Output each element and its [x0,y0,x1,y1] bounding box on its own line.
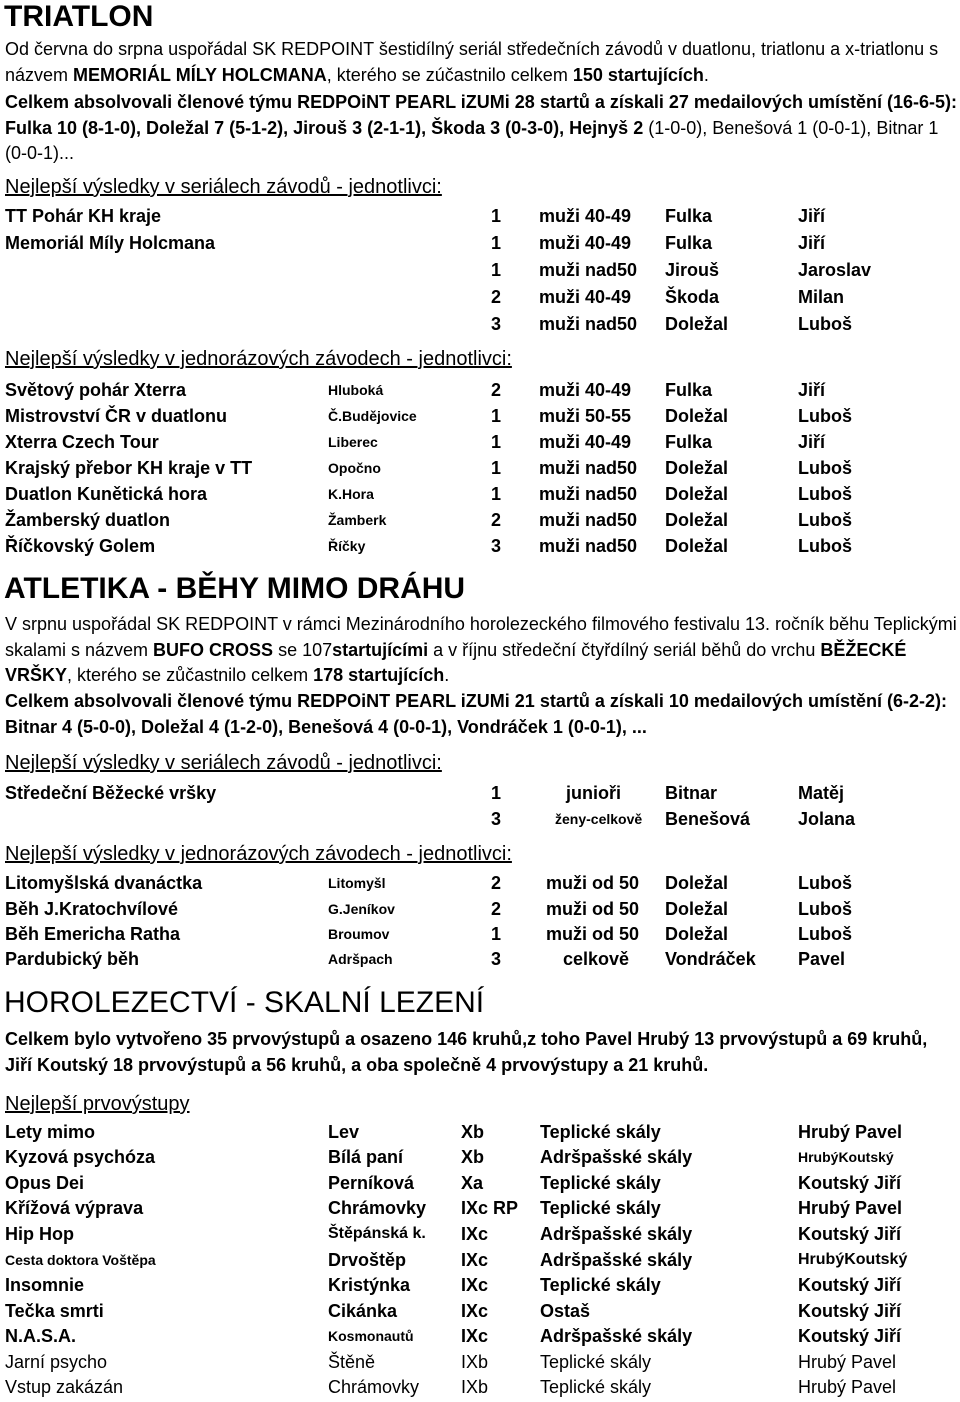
category: muži nad50 [539,458,638,478]
place: 2 [491,287,502,307]
route-name: N.A.S.A. [5,1326,77,1346]
rock-tower: Kosmonautů [328,1328,414,1344]
authors: Koutský Jiří [798,1301,902,1321]
first-name: Jiří [798,206,826,226]
category: muži nad50 [539,510,638,530]
event-name: Běh J.Kratochvílové [5,899,179,919]
category: muži 40-49 [539,206,632,226]
category: muži 40-49 [539,287,632,307]
route-row [0,1119,960,1145]
area: Teplické skály [540,1275,661,1295]
event-name: Mistrovství ČR v duatlonu [5,406,228,426]
route-row [0,1144,960,1170]
area: Teplické skály [540,1377,652,1397]
triatlon-series-row [0,257,960,283]
first-name: Luboš [798,924,852,944]
atletika-single-row [0,870,960,896]
event-name: Běh Emericha Ratha [5,924,181,944]
surname: Škoda [665,287,720,307]
area: Adršpašské skály [540,1326,693,1346]
grade: IXc [461,1275,489,1295]
atletika-series-row [0,806,960,832]
route-row [0,1170,960,1196]
surname: Jirouš [665,260,720,280]
place: 3 [491,809,502,829]
first-name: Luboš [798,899,852,919]
authors: Hrubý Pavel [798,1122,903,1142]
authors: Hrubý Pavel [798,1352,897,1372]
rock-tower: Bílá paní [328,1147,404,1167]
triatlon-single-row [0,377,960,403]
location: G.Jeníkov [328,901,395,917]
place: 2 [491,873,502,893]
category: muži 50-55 [539,406,632,426]
event-name: Krajský přebor KH kraje v TT [5,458,253,478]
horolezectvi-summary: Celkem bylo vytvořeno 35 prvovýstupů a osazeno 146 kruhů,z toho Pavel Hrubý 13 prvovýstupů a 69 kruhů, Jiří Koutský 18 prvovýstupů a 56 kruhů, a oba společně 4 prvovýstupy a 21 kruhů. [5,1029,928,1075]
surname: Fulka [665,380,713,400]
triatlon-series-row [0,284,960,310]
first-name: Jolana [798,809,856,829]
location: Liberec [328,434,378,450]
area: Adršpašské skály [540,1224,693,1244]
first-name: Pavel [798,949,846,969]
first-name: Milan [798,287,845,307]
surname: Doležal [665,406,729,426]
place: 3 [491,314,502,334]
route-name: Vstup zakázán [5,1377,124,1397]
first-name: Jiří [798,233,826,253]
event-name: Litomyšlská dvanáctka [5,873,203,893]
route-row [0,1349,960,1375]
triatlon-single-row [0,533,960,559]
atletika-intro-participants-word: startujícími [332,639,429,660]
triatlon-single-row [0,429,960,455]
place: 1 [491,233,502,253]
route-name: Křížová výprava [5,1198,144,1218]
event-name: Memoriál Míly Holcmana [5,233,216,253]
authors: Koutský Jiří [798,1326,902,1346]
surname: Doležal [665,924,729,944]
atletika-intro-end: . [444,665,450,685]
place: 1 [491,432,502,452]
race-name-bufo-cross: BUFO CROSS [153,639,274,660]
area: Teplické skály [540,1173,661,1193]
place: 1 [491,406,502,426]
atletika-intro-mid1: se 107 [273,639,333,660]
authors: Koutský Jiří [798,1275,902,1295]
place: 2 [491,380,502,400]
triatlon-intro-mid: , kterého se zúčastnilo celkem [326,64,573,85]
triatlon-intro-text: Od června do srpna uspořádal SK REDPOINT šestidílný seriál středečních závodů v duatlonu, triatlonu a x-triatlonu s názvem [5,39,939,85]
surname: Doležal [665,458,729,478]
triatlon-intro-end: . [703,64,709,85]
surname: Doležal [665,899,729,919]
triatlon-single-row [0,455,960,481]
category: muži od 50 [546,873,640,893]
location: Říčky [328,538,366,554]
category: muži 40-49 [539,233,632,253]
triatlon-single-heading: Nejlepší výsledky v jednorázových závodech - jednotlivci: [5,348,512,370]
surname: Fulka [665,206,713,226]
triatlon-series-row [0,203,960,229]
route-name: Lety mimo [5,1122,96,1142]
location: Hluboká [328,382,384,398]
route-row [0,1374,960,1400]
category: muži od 50 [546,924,640,944]
triatlon-intro [5,37,957,88]
section-title-horolezectvi: HOROLEZECTVÍ - SKALNÍ LEZENÍ [4,986,485,1019]
atletika-single-heading: Nejlepší výsledky v jednorázových závodech - jednotlivci: [5,843,512,865]
first-name: Luboš [798,536,852,556]
first-name: Matěj [798,783,845,803]
rock-tower: Perníková [328,1173,415,1193]
triatlon-participant-count: 150 startujících [572,64,704,85]
surname: Fulka [665,432,713,452]
routes-heading: Nejlepší prvovýstupy [5,1093,190,1115]
surname: Bitnar [665,783,718,803]
location: K.Hora [328,486,374,502]
grade: IXc RP [461,1198,519,1218]
route-row [0,1298,960,1324]
route-row [0,1272,960,1298]
surname: Doležal [665,484,729,504]
rock-tower: Chrámovky [328,1377,420,1397]
location: Adršpach [328,951,393,967]
atletika-summary: Celkem absolvovali členové týmu REDPOiNT PEARL iZUMi 21 startů a získali 10 medailových umístění (6-2-2): Bitnar 4 (5-0-0), Doležal 4 (1-2-0), Benešová 4 (0-0-1), Vondráček 1 (0-0-1), ... [5,691,947,737]
atletika-intro-mid2: a v říjnu středeční čtyřdílný seriál běhů do vrchu [428,639,821,660]
category: muži nad50 [539,314,638,334]
category: junioři [566,783,621,803]
grade: Xb [461,1122,485,1142]
grade: IXc [461,1250,489,1270]
first-name: Luboš [798,314,852,334]
rock-tower: Kristýnka [328,1275,411,1295]
atletika-intro-mid3: , kterého se zůčastnilo celkem [67,665,314,685]
race-name-bezecke-vrsky: BĚŽECKÉ VRŠKY [5,639,907,685]
triatlon-series-name: MEMORIÁL MÍLY HOLCMANA [73,64,327,85]
atletika-series-heading: Nejlepší výsledky v seriálech závodů - jednotlivci: [5,752,442,774]
triatlon-summary-bold: Celkem absolvovali členové týmu REDPOiNT PEARL iZUMi 28 startů a získali 27 medailových umístění (16-6-5): Fulka 10 (8-1-0), Doležal 7 (5-1-2), Jirouš 3 (2-1-1), Škoda 3 (0-3-0), Hejnyš 2 [5,92,957,138]
triatlon-summary [5,90,957,167]
section-title-triatlon: TRIATLON [4,0,154,33]
atletika-single-row [0,921,960,947]
location: Opočno [328,460,381,476]
surname: Doležal [665,536,729,556]
place: 1 [491,458,502,478]
rock-tower: Drvoštěp [328,1250,407,1270]
route-row [0,1247,960,1273]
route-name: Kyzová psychóza [5,1147,156,1167]
triatlon-single-row [0,507,960,533]
surname: Doležal [665,873,729,893]
category: muži nad50 [539,260,638,280]
triatlon-series-heading: Nejlepší výsledky v seriálech závodů - jednotlivci: [5,176,442,198]
event-name: Xterra Czech Tour [5,432,159,452]
route-row [0,1323,960,1349]
triatlon-single-row [0,403,960,429]
surname: Doležal [665,510,729,530]
place: 3 [491,949,502,969]
grade: IXc [461,1326,489,1346]
atletika-single-row [0,896,960,922]
area: Teplické skály [540,1122,661,1142]
rock-tower: Chrámovky [328,1198,427,1218]
grade: IXb [461,1377,489,1397]
location: Žamberk [328,512,387,528]
event-name: Středeční Běžecké vršky [5,783,217,803]
first-name: Jaroslav [798,260,872,280]
authors: Koutský Jiří [798,1173,902,1193]
first-name: Luboš [798,484,852,504]
grade: Xb [461,1147,485,1167]
grade: IXc [461,1301,489,1321]
place: 2 [491,899,502,919]
surname: Doležal [665,314,729,334]
location: Č.Budějovice [328,408,417,424]
area: Teplické skály [540,1352,652,1372]
first-name: Jiří [798,380,826,400]
area: Adršpašské skály [540,1147,693,1167]
category: muži 40-49 [539,432,632,452]
place: 1 [491,484,502,504]
authors: HrubýKoutský [798,1149,894,1165]
category: muži od 50 [546,899,640,919]
authors: Hrubý Pavel [798,1198,903,1218]
place: 1 [491,924,502,944]
place: 2 [491,510,502,530]
atletika-single-row [0,946,960,972]
location: Litomyšl [328,875,386,891]
place: 1 [491,260,502,280]
route-name: Jarní psycho [5,1352,108,1372]
grade: IXb [461,1352,489,1372]
atletika-intro-text: V srpnu uspořádal SK REDPOINT v rámci Mezinárodního horolezeckého filmového festivalu 13. ročník běhu Teplickými skalami s názvem [5,614,957,660]
route-name: Opus Dei [5,1173,85,1193]
first-name: Luboš [798,873,852,893]
section-title-atletika: ATLETIKA - BĚHY MIMO DRÁHU [4,572,466,605]
first-name: Luboš [798,458,852,478]
first-name: Luboš [798,406,852,426]
authors: Koutský Jiří [798,1224,902,1244]
route-name: Insomnie [5,1275,85,1295]
atletika-series-row [0,780,960,806]
category: muži nad50 [539,536,638,556]
area: Adršpašské skály [540,1250,693,1270]
surname: Fulka [665,233,713,253]
place: 1 [491,206,502,226]
event-name: Pardubický běh [5,949,140,969]
surname: Benešová [665,809,751,829]
event-name: Říčkovský Golem [5,536,156,556]
first-name: Jiří [798,432,826,452]
atletika-intro [5,612,957,689]
authors: HrubýKoutský [798,1251,908,1268]
rock-tower: Lev [328,1122,360,1142]
category: muži 40-49 [539,380,632,400]
route-row [0,1221,960,1247]
grade: Xa [461,1173,484,1193]
rock-tower: Štěně [328,1352,376,1372]
atletika-participant-count: 178 startujících [313,665,445,685]
event-name: Světový pohár Xterra [5,380,187,400]
first-name: Luboš [798,510,852,530]
triatlon-single-row [0,481,960,507]
event-name: Žamberský duatlon [5,510,171,530]
place: 1 [491,783,502,803]
category: muži nad50 [539,484,638,504]
rock-tower: Štěpánská k. [328,1225,426,1242]
triatlon-series-row [0,230,960,256]
area: Teplické skály [540,1198,661,1218]
authors: Hrubý Pavel [798,1377,897,1397]
triatlon-summary-rest: (1-0-0), Benešová 1 (0-0-1), Bitnar 1 (0-0-1)... [5,117,939,163]
event-name: Duatlon Kunětická hora [5,484,208,504]
route-name: Tečka smrti [5,1301,104,1321]
category: ženy-celkově [555,811,643,827]
grade: IXc [461,1224,489,1244]
area: Ostaš [540,1301,591,1321]
place: 3 [491,536,502,556]
surname: Vondráček [665,949,756,969]
rock-tower: Cikánka [328,1301,398,1321]
route-name: Cesta doktora Voštěpa [5,1252,156,1268]
category: celkově [563,949,630,969]
triatlon-series-row [0,311,960,337]
route-name: Hip Hop [5,1224,74,1244]
event-name: TT Pohár KH kraje [5,206,162,226]
location: Broumov [328,926,390,942]
route-row [0,1195,960,1221]
